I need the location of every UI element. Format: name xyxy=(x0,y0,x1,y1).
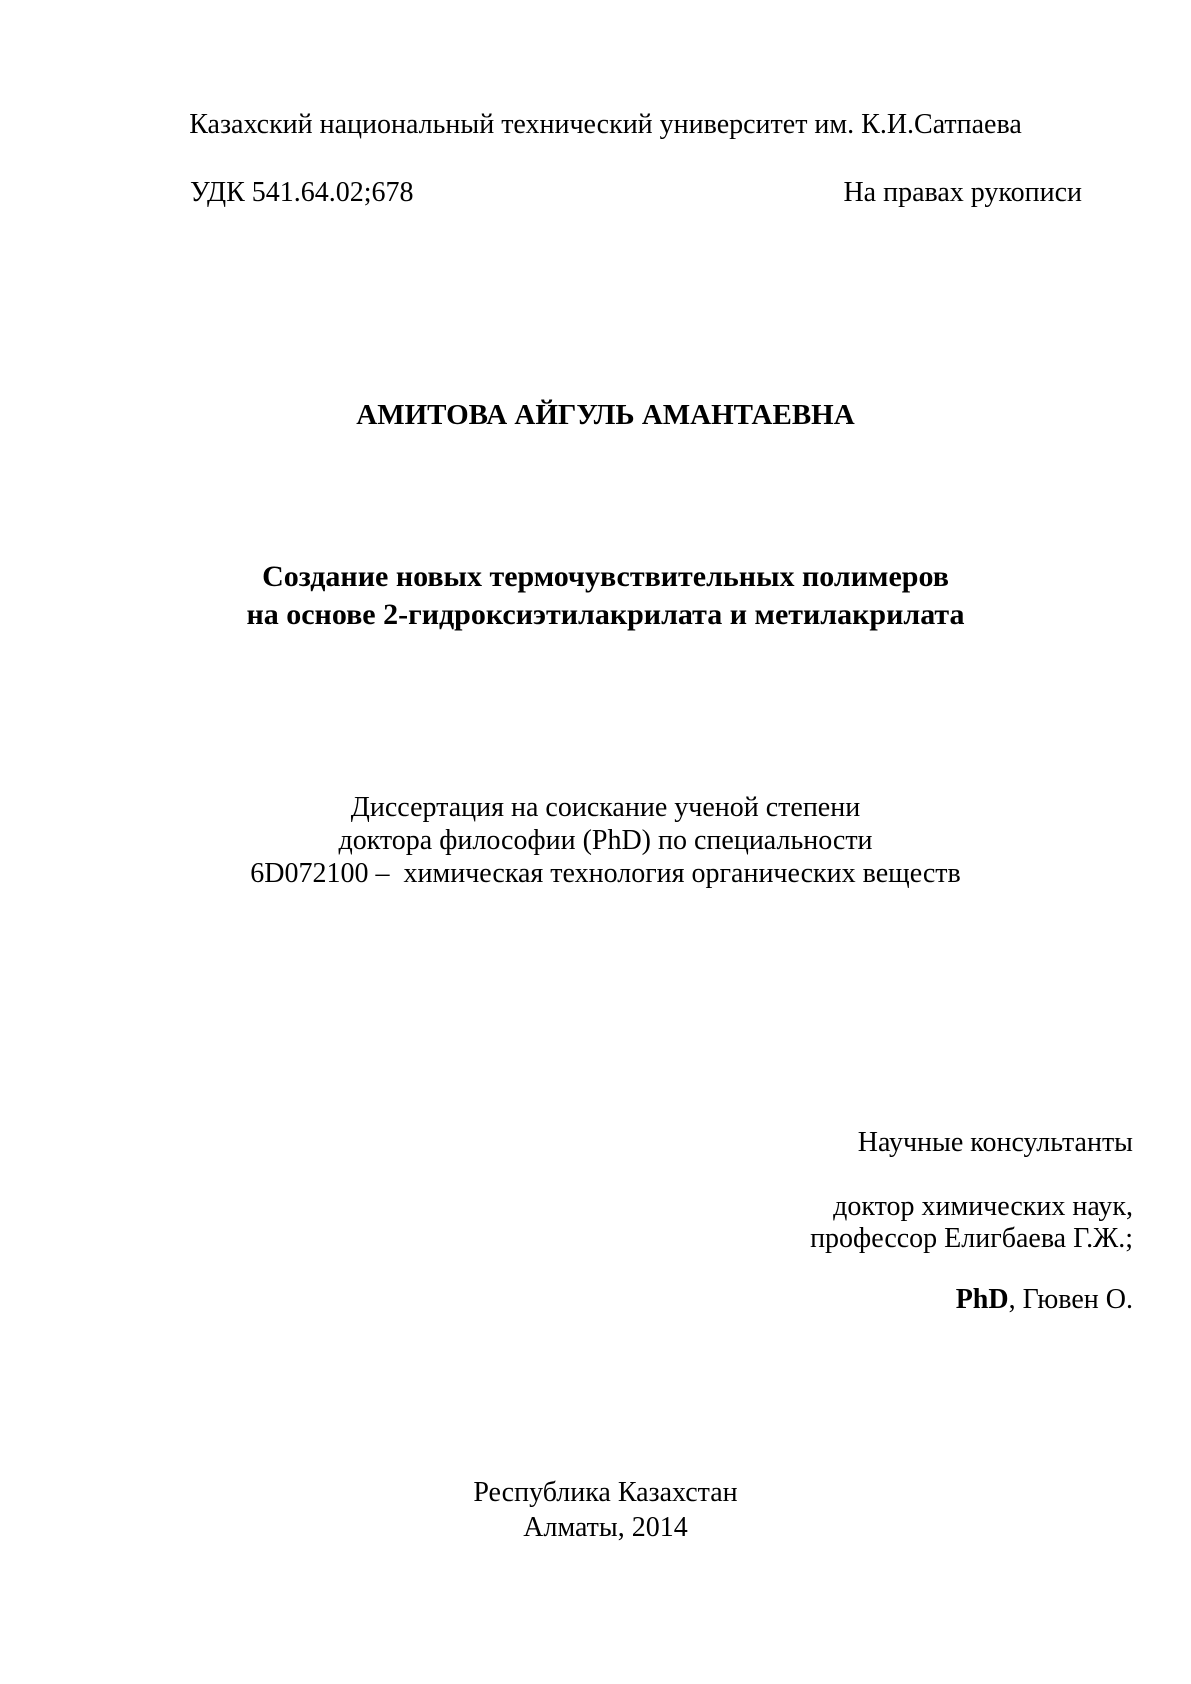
degree-statement-line2: доктора философии (PhD) по специальности xyxy=(338,825,873,856)
consultant-1-degree: доктор химических наук, xyxy=(833,1191,1133,1222)
udc-row xyxy=(190,176,1082,209)
imprint-city-year: Алматы, 2014 xyxy=(523,1512,688,1543)
degree-statement-line1: Диссертация на соискание ученой степени xyxy=(350,792,861,823)
author-name: АМИТОВА АЙГУЛЬ АМАНТАЕВНА xyxy=(356,399,855,431)
imprint-country: Республика Казахстан xyxy=(473,1477,738,1508)
dissertation-title-line2: на основе 2-гидроксиэтилакрилата и метилакрилата xyxy=(246,598,965,631)
udc-code: УДК 541.64.02;678 xyxy=(190,177,414,208)
consultant-2-name: , Гювен О. xyxy=(1008,1284,1133,1315)
specialty-code-line: 6D072100 – химическая технология органических веществ xyxy=(250,858,961,889)
imprint xyxy=(0,1475,1191,1545)
dissertation-title xyxy=(0,558,1191,634)
dissertation-title-line1: Создание новых термочувствительных полимеров xyxy=(262,560,949,593)
manuscript-rights-note: На правах рукописи xyxy=(843,177,1082,208)
consultant-1 xyxy=(0,1191,1191,1255)
consultant-1-name: профессор Елигбаева Г.Ж.; xyxy=(810,1223,1133,1254)
consultant-2-degree: PhD xyxy=(955,1284,1009,1315)
university-name: Казахский национальный технический университет им. К.И.Сатпаева xyxy=(189,109,1022,140)
degree-statement xyxy=(0,791,1191,890)
consultants-heading: Научные консультанты xyxy=(857,1127,1133,1158)
consultant-2 xyxy=(0,1283,1191,1316)
